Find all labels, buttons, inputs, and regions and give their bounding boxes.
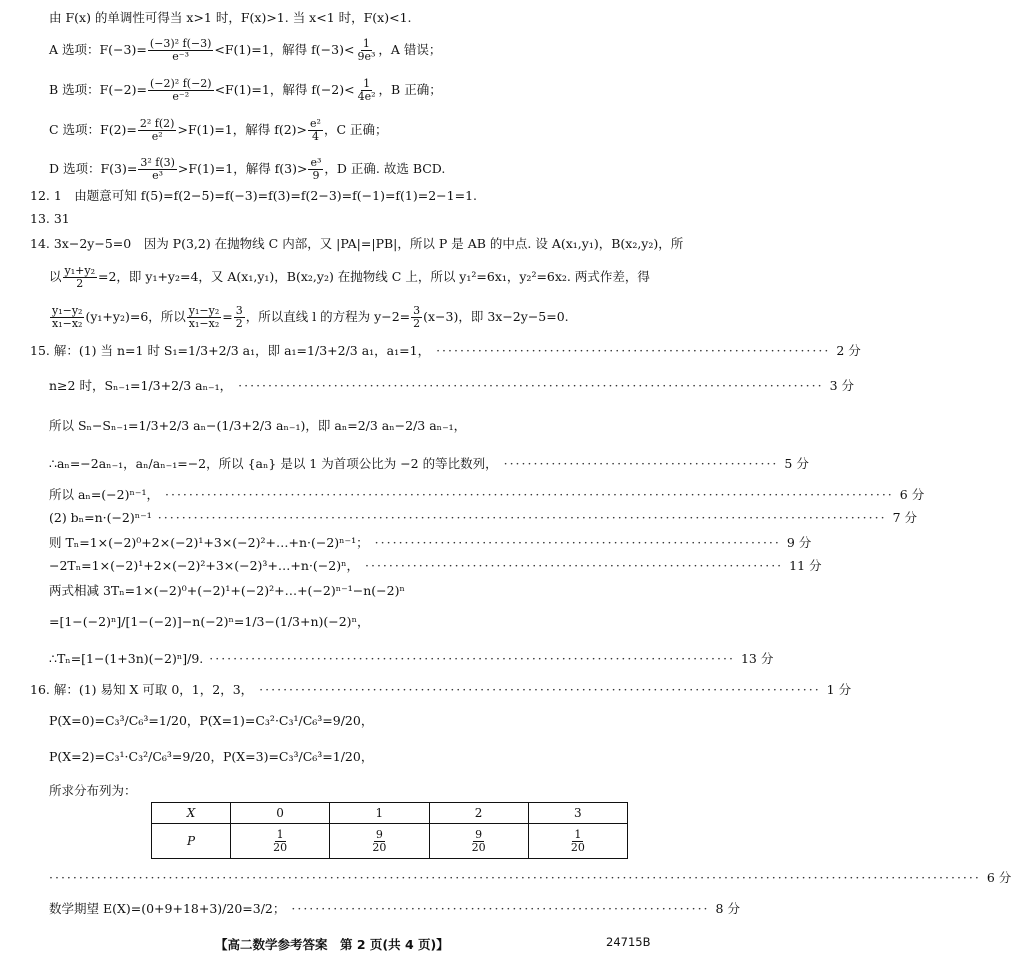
leader-dots: ···························································································································································· <box>49 870 981 885</box>
frac-den: 4 <box>311 130 319 143</box>
text-span: = <box>222 309 233 324</box>
fraction <box>411 305 422 330</box>
frac-num: (−3)² f(−3) <box>149 37 212 50</box>
text-span: ，D 正确. 故选 BCD. <box>324 161 446 176</box>
text-span: ∴aₙ=−2aₙ₋₁，aₙ/aₙ₋₁=−2，所以 {aₙ} 是以 1 为首项公比为 −2 的等比数列， <box>49 456 498 471</box>
frac-den: 2 <box>76 277 84 290</box>
frac-num: 1 <box>363 77 371 90</box>
score: 6 分 <box>986 870 1011 885</box>
q16-line2: P(X=0)=C₃³/C₆³=1/20，P(X=1)=C₃²·C₃¹/C₆³=9/20， <box>49 713 374 728</box>
text-span: 以 <box>49 269 62 284</box>
text-span: <F(1)=1，解得 f(−3)< <box>214 42 355 57</box>
fraction <box>356 78 378 103</box>
frac-num: 3 <box>235 304 243 317</box>
frac-num: 9 <box>475 827 483 841</box>
leader-dots: ·························································································································· <box>157 510 887 525</box>
leader-dots: ···································································· <box>374 535 781 550</box>
frac-den: 4e² <box>357 90 376 103</box>
text-span: ∴Tₙ=[1−(1+3n)(−2)ⁿ]/9. <box>49 651 204 666</box>
q16-line4: 所求分布列为： <box>49 783 137 798</box>
leader-dots: ······························································································ <box>259 682 821 697</box>
q15-line10: =[1−(−2)ⁿ]/[1−(−2)]−n(−2)ⁿ=1/3−(1/3+n)(−2)ⁿ， <box>49 614 370 629</box>
fraction <box>370 829 388 854</box>
text-span: (y₁+y₂)=6，所以 <box>85 309 186 324</box>
leader-dots: ······································································ <box>291 901 710 916</box>
leader-dots: ······································································ <box>365 558 784 573</box>
table-row <box>152 824 628 859</box>
question-14-line2 <box>49 265 650 290</box>
q16-line1 <box>30 682 852 698</box>
frac-num: 1 <box>574 827 582 841</box>
q15-line1 <box>30 343 861 359</box>
text-span: 数学期望 E(X)=(0+9+18+3)/20=3/2； <box>49 901 286 916</box>
table-row <box>152 803 628 824</box>
text-span: B 选项：F(−2)= <box>49 82 147 97</box>
question-13: 13. 31 <box>30 211 70 226</box>
text-span: A 选项：F(−3)= <box>49 42 147 57</box>
frac-num: (−2)² f(−2) <box>150 77 212 90</box>
q15-line3: 所以 Sₙ−Sₙ₋₁=1/3+2/3 aₙ−(1/3+2/3 aₙ₋₁)，即 aₙ=2/3 aₙ−2/3 aₙ₋₁， <box>49 418 467 433</box>
score: 1 分 <box>826 682 852 697</box>
leader-dots: ························································································ <box>209 651 735 666</box>
option-d-line <box>49 157 445 182</box>
q15-line7 <box>49 535 812 551</box>
score: 8 分 <box>715 901 740 916</box>
option-b-line <box>49 78 442 103</box>
question-12: 12. 1 由题意可知 f(5)=f(2−5)=f(−3)=f(3)=f(2−3)=f(−1)=f(1)=2−1=1. <box>30 188 478 203</box>
fraction <box>569 829 587 854</box>
leader-dots: ·············································· <box>503 456 779 471</box>
text-span: 15. 解：(1) 当 n=1 时 S₁=1/3+2/3 a₁，即 a₁=1/3+2/3 a₁，a₁=1， <box>30 343 431 358</box>
frac-den: x₁−x₂ <box>188 317 220 330</box>
frac-den: 20 <box>372 840 387 854</box>
page-footer: 【高二数学参考答案 第 2 页(共 4 页)】 <box>215 937 449 952</box>
score: 6 分 <box>899 487 925 502</box>
frac-den: e⁻² <box>172 90 190 103</box>
cell-text: P <box>186 834 196 848</box>
frac-den: e³ <box>152 169 164 182</box>
frac-num: 1 <box>362 37 370 50</box>
table-cell <box>330 824 429 859</box>
q15-line5 <box>49 487 925 503</box>
text-span: n≥2 时，Sₙ₋₁=1/3+2/3 aₙ₋₁， <box>49 378 233 393</box>
leader-dots: ·································································· <box>436 343 831 358</box>
fraction <box>271 829 289 854</box>
frac-den: x₁−x₂ <box>52 317 83 330</box>
question-14-line3 <box>49 305 569 330</box>
q15-line9: 两式相减 3Tₙ=1×(−2)⁰+(−2)¹+(−2)²+…+(−2)ⁿ⁻¹−n(−2)ⁿ <box>49 583 405 598</box>
frac-den: e⁻³ <box>172 50 189 63</box>
q15-line6 <box>49 510 917 526</box>
text-span: ，所以直线 l 的方程为 y−2= <box>245 309 411 324</box>
text-span: >F(1)=1，解得 f(2)> <box>177 122 308 137</box>
frac-den: 2 <box>235 317 243 330</box>
table-cell <box>528 824 627 859</box>
q15-line8 <box>49 558 822 574</box>
frac-num: y₁−y₂ <box>52 304 83 317</box>
fraction <box>50 305 84 330</box>
distribution-table <box>151 802 628 859</box>
table-cell: 1 <box>330 803 429 824</box>
text-span: 16. 解：(1) 易知 X 可取 0，1，2，3， <box>30 682 254 697</box>
leader-dots: ·································································································· <box>238 378 824 393</box>
fraction <box>308 157 323 182</box>
score: 13 分 <box>740 651 774 666</box>
frac-den: 9e³ <box>357 50 376 63</box>
option-a-line <box>49 38 441 63</box>
frac-num: 1 <box>276 827 284 841</box>
text-span: −2Tₙ=1×(−2)¹+2×(−2)²+3×(−2)³+…+n·(−2)ⁿ， <box>49 558 360 573</box>
text-span: C 选项：F(2)= <box>49 122 137 137</box>
q16-line5 <box>49 901 740 917</box>
fraction <box>470 829 488 854</box>
score: 2 分 <box>836 343 861 358</box>
text-span: ，B 正确； <box>378 82 442 97</box>
fraction <box>138 157 177 182</box>
frac-den: 2 <box>413 317 421 330</box>
q15-line11 <box>49 651 774 667</box>
fraction <box>355 38 377 63</box>
table-cell <box>152 803 231 824</box>
score: 3 分 <box>829 378 854 393</box>
text-span: 则 Tₙ=1×(−2)⁰+2×(−2)¹+3×(−2)²+…+n·(−2)ⁿ⁻¹； <box>49 535 369 550</box>
text-line: 由 F(x) 的单调性可得当 x>1 时，F(x)>1. 当 x<1 时，F(x)<1. <box>49 10 412 25</box>
fraction <box>148 78 214 103</box>
frac-den: 20 <box>570 840 585 854</box>
score: 11 分 <box>789 558 822 573</box>
frac-den: 20 <box>273 840 288 854</box>
frac-den: 9 <box>312 169 320 182</box>
q16-score-line <box>49 870 1011 886</box>
frac-num: 3 <box>413 304 421 317</box>
score: 5 分 <box>784 456 809 471</box>
leader-dots: ·························································································································· <box>165 487 894 502</box>
q15-line2 <box>49 378 854 394</box>
frac-num: y₁+y₂ <box>64 264 95 277</box>
text-span: =2，即 y₁+y₂=4，又 A(x₁,y₁)，B(x₂,y₂) 在抛物线 C 上，所以 y₁²=6x₁，y₂²=6x₂. 两式作差，得 <box>97 269 650 284</box>
table-cell: 2 <box>429 803 528 824</box>
text-span: (x−3)，即 3x−2y−5=0. <box>423 309 569 324</box>
score: 7 分 <box>892 510 917 525</box>
text-span: (2) bₙ=n·(−2)ⁿ⁻¹ <box>49 510 152 525</box>
text-span: <F(1)=1，解得 f(−2)< <box>214 82 355 97</box>
table-cell: 3 <box>528 803 627 824</box>
table-cell: 0 <box>231 803 330 824</box>
fraction <box>148 38 214 63</box>
frac-num: 3² f(3) <box>140 156 175 169</box>
frac-num: 2² f(2) <box>139 117 175 130</box>
q15-line4 <box>49 456 809 472</box>
text-span: D 选项：F(3)= <box>49 161 138 176</box>
frac-num: e³ <box>310 156 322 169</box>
question-14-line1: 14. 3x−2y−5=0 因为 P(3,2) 在抛物线 C 内部，又 |PA|=|PB|，所以 P 是 AB 的中点. 设 A(x₁,y₁)，B(x₂,y₂)，所 <box>30 236 684 251</box>
text-span: ，A 错误； <box>378 42 442 57</box>
option-c-line <box>49 118 388 143</box>
table-cell <box>231 824 330 859</box>
frac-num: y₁−y₂ <box>188 304 220 317</box>
text-span: 所以 aₙ=(−2)ⁿ⁻¹， <box>49 487 160 502</box>
text-span: >F(1)=1，解得 f(3)> <box>177 161 308 176</box>
frac-den: 20 <box>471 840 486 854</box>
fraction <box>187 305 221 330</box>
score: 9 分 <box>786 535 812 550</box>
frac-num: e² <box>310 117 321 130</box>
fraction <box>308 118 323 143</box>
fraction <box>138 118 177 143</box>
table-cell <box>152 824 231 859</box>
q16-line3: P(X=2)=C₃¹·C₃²/C₆³=9/20，P(X=3)=C₃³/C₆³=1/20， <box>49 749 374 764</box>
table-cell <box>429 824 528 859</box>
frac-den: e² <box>151 130 163 143</box>
document-code: 24715B <box>606 935 651 949</box>
text-span: ，C 正确； <box>323 122 388 137</box>
fraction <box>234 305 245 330</box>
frac-num: 9 <box>375 827 383 841</box>
fraction <box>63 265 97 290</box>
cell-text: X <box>186 806 196 820</box>
